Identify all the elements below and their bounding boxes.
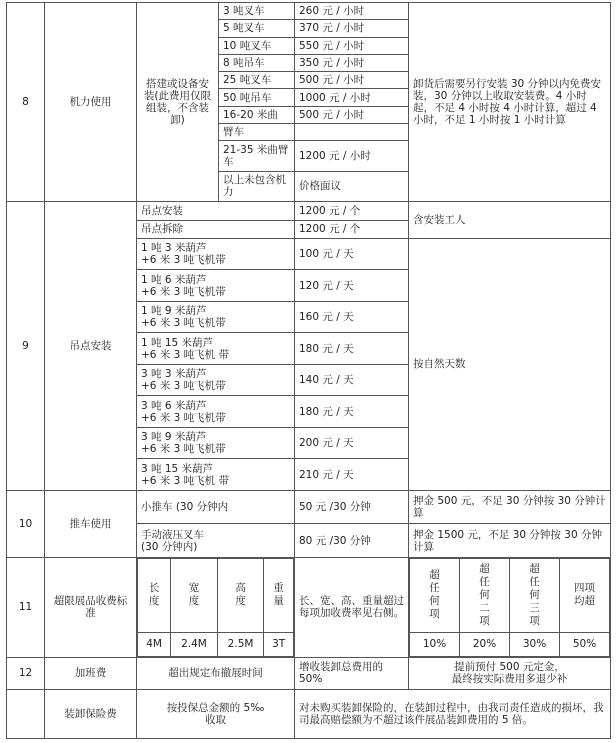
sub-item-label: 1 吨 3 米葫芦 +6 米 3 吨飞机带: [137, 238, 295, 270]
sub-item-price: 120 元 / 天: [295, 270, 409, 302]
sub-item-label: 吊点拆除: [137, 220, 295, 238]
rate-value: 30%: [510, 632, 560, 656]
sub-item-price: [295, 123, 409, 140]
sub-item-label: 10 吨叉车: [219, 37, 295, 54]
item-note: 对未购买装卸保险的，在装卸过程中，由我司责任造成的损坏，我司最高赔偿额为不超过该件展品装卸费用的 5 倍。: [295, 690, 611, 739]
row-number: 10: [7, 490, 45, 557]
sub-item-label: 1 吨 15 米葫芦 +6 米 3 吨飞机 带: [137, 333, 295, 365]
sub-item-label: 50 吨吊车: [219, 89, 295, 106]
sub-item-price: 550 元 / 小时: [295, 37, 409, 54]
item-note: 含安装工人: [409, 202, 611, 239]
sub-item-label: 以上未包含机力: [219, 171, 295, 201]
item-note: 提前预付 500 元定金， 最终按实际费用多退少补: [409, 657, 611, 690]
dimension-header: 重 量: [264, 558, 294, 632]
sub-item-price: 200 元 / 天: [295, 427, 409, 459]
sub-item-price: 180 元 / 天: [295, 333, 409, 365]
sub-item-price: 价格面议: [295, 171, 409, 201]
sub-item-price: 100 元 / 天: [295, 238, 409, 270]
sub-item-price: 370 元 / 小时: [295, 20, 409, 37]
sub-item-label: 3 吨 3 米葫芦 +6 米 3 吨飞机带: [137, 364, 295, 396]
item-name: 机力使用: [45, 3, 137, 202]
sub-item-label: 8 吨吊车: [219, 54, 295, 71]
sub-item-price: 增收装卸总费用的 50%: [295, 657, 409, 690]
sub-item-price: 1200 元 / 小时: [295, 141, 409, 171]
sub-item-price: 350 元 / 小时: [295, 54, 409, 71]
item-description: 搭建或设备安装(此费用仅限组装，不含装卸): [137, 3, 219, 202]
rate-header: 超 任 何 项: [410, 558, 460, 632]
row-number: 9: [7, 202, 45, 491]
rate-value: 10%: [410, 632, 460, 656]
item-description: 超出规定布撤展时间: [137, 657, 295, 690]
sub-item-label: 3 吨 15 米葫芦 +6 米 3 吨飞机 带: [137, 459, 295, 491]
item-note: 卸货后需要另行安装 30 分钟以内免费安装，30 分钟以上收取安装费。4 小时起，不足 4 小时按 4 小时计算，超过 4 小时，不足 1 小时按 1 小时计算: [409, 3, 611, 202]
item-description: 按投保总金额的 5‰ 收取: [137, 690, 295, 739]
sub-item-label: 吊点安装: [137, 202, 295, 220]
sub-item-price: 180 元 / 天: [295, 396, 409, 428]
sub-item-price: 80 元 /30 分钟: [295, 524, 409, 558]
item-note: 押金 1500 元，不足 30 分钟按 30 分钟计算: [409, 524, 611, 558]
sub-item-label: 1 吨 6 米葫芦 +6 米 3 吨飞机带: [137, 270, 295, 302]
sub-item-price: 140 元 / 天: [295, 364, 409, 396]
sub-item-label: 16-20 米曲: [219, 106, 295, 123]
item-note: 按自然天数: [409, 238, 611, 490]
rate-table: [409, 558, 610, 657]
sub-item-label: 1 吨 9 米葫芦 +6 米 3 吨飞机带: [137, 301, 295, 333]
sub-item-price: 160 元 / 天: [295, 301, 409, 333]
sub-item-label: 21-35 米曲臂车: [219, 141, 295, 171]
item-name: 超限展品收费标准: [45, 557, 137, 657]
item-name: 装卸保险费: [45, 690, 137, 739]
rate-header: 超 任 何 三 项: [510, 558, 560, 632]
sub-item-label: 小推车 (30 分钟内: [137, 490, 295, 524]
item-name: 吊点安装: [45, 202, 137, 491]
sub-item-price: 210 元 / 天: [295, 459, 409, 491]
sub-item-label: 臂车: [219, 123, 295, 140]
dimension-value: 4M: [138, 632, 171, 656]
dimension-value: 2.5M: [217, 632, 264, 656]
fee-table: [6, 2, 611, 739]
row-number: 11: [7, 557, 45, 657]
dimension-header: 高 度: [217, 558, 264, 632]
rate-header: 四项 均超: [560, 558, 610, 632]
sub-item-price: 500 元 / 小时: [295, 72, 409, 89]
sub-item-price: 50 元 /30 分钟: [295, 490, 409, 524]
dimension-value: 2.4M: [171, 632, 218, 656]
sub-item-price: 500 元 / 小时: [295, 106, 409, 123]
surcharge-rates: [409, 557, 611, 657]
sub-item-label: 手动液压叉车 (30 分钟内): [137, 524, 295, 558]
sub-item-label: 3 吨 6 米葫芦 +6 米 3 吨飞机带: [137, 396, 295, 428]
sub-item-label: 25 吨叉车: [219, 72, 295, 89]
row-number: 8: [7, 3, 45, 202]
dimension-value: 3T: [264, 632, 294, 656]
row-number: 12: [7, 657, 45, 690]
sub-item-price: 1000 元 / 小时: [295, 89, 409, 106]
sub-item-label: 3 吨 9 米葫芦 +6 米 3 吨飞机带: [137, 427, 295, 459]
dimension-limits: [137, 557, 295, 657]
dimension-table: [137, 558, 294, 657]
item-name: 推车使用: [45, 490, 137, 557]
rate-header: 超 任 何 二 项: [460, 558, 510, 632]
sub-item-label: 3 吨叉车: [219, 3, 295, 20]
rate-value: 50%: [560, 632, 610, 656]
dimension-header: 长 度: [138, 558, 171, 632]
rate-value: 20%: [460, 632, 510, 656]
sub-item-price: 1200 元 / 个: [295, 202, 409, 220]
sub-item-price: 1200 元 / 个: [295, 220, 409, 238]
item-description: 长、宽、高、重量超过每项加收费率见右侧。: [295, 557, 409, 657]
row-number: [7, 690, 45, 739]
item-note: 押金 500 元，不足 30 分钟按 30 分钟计算: [409, 490, 611, 524]
dimension-header: 宽 度: [171, 558, 218, 632]
item-name: 加班费: [45, 657, 137, 690]
sub-item-label: 5 吨叉车: [219, 20, 295, 37]
sub-item-price: 260 元 / 小时: [295, 3, 409, 20]
